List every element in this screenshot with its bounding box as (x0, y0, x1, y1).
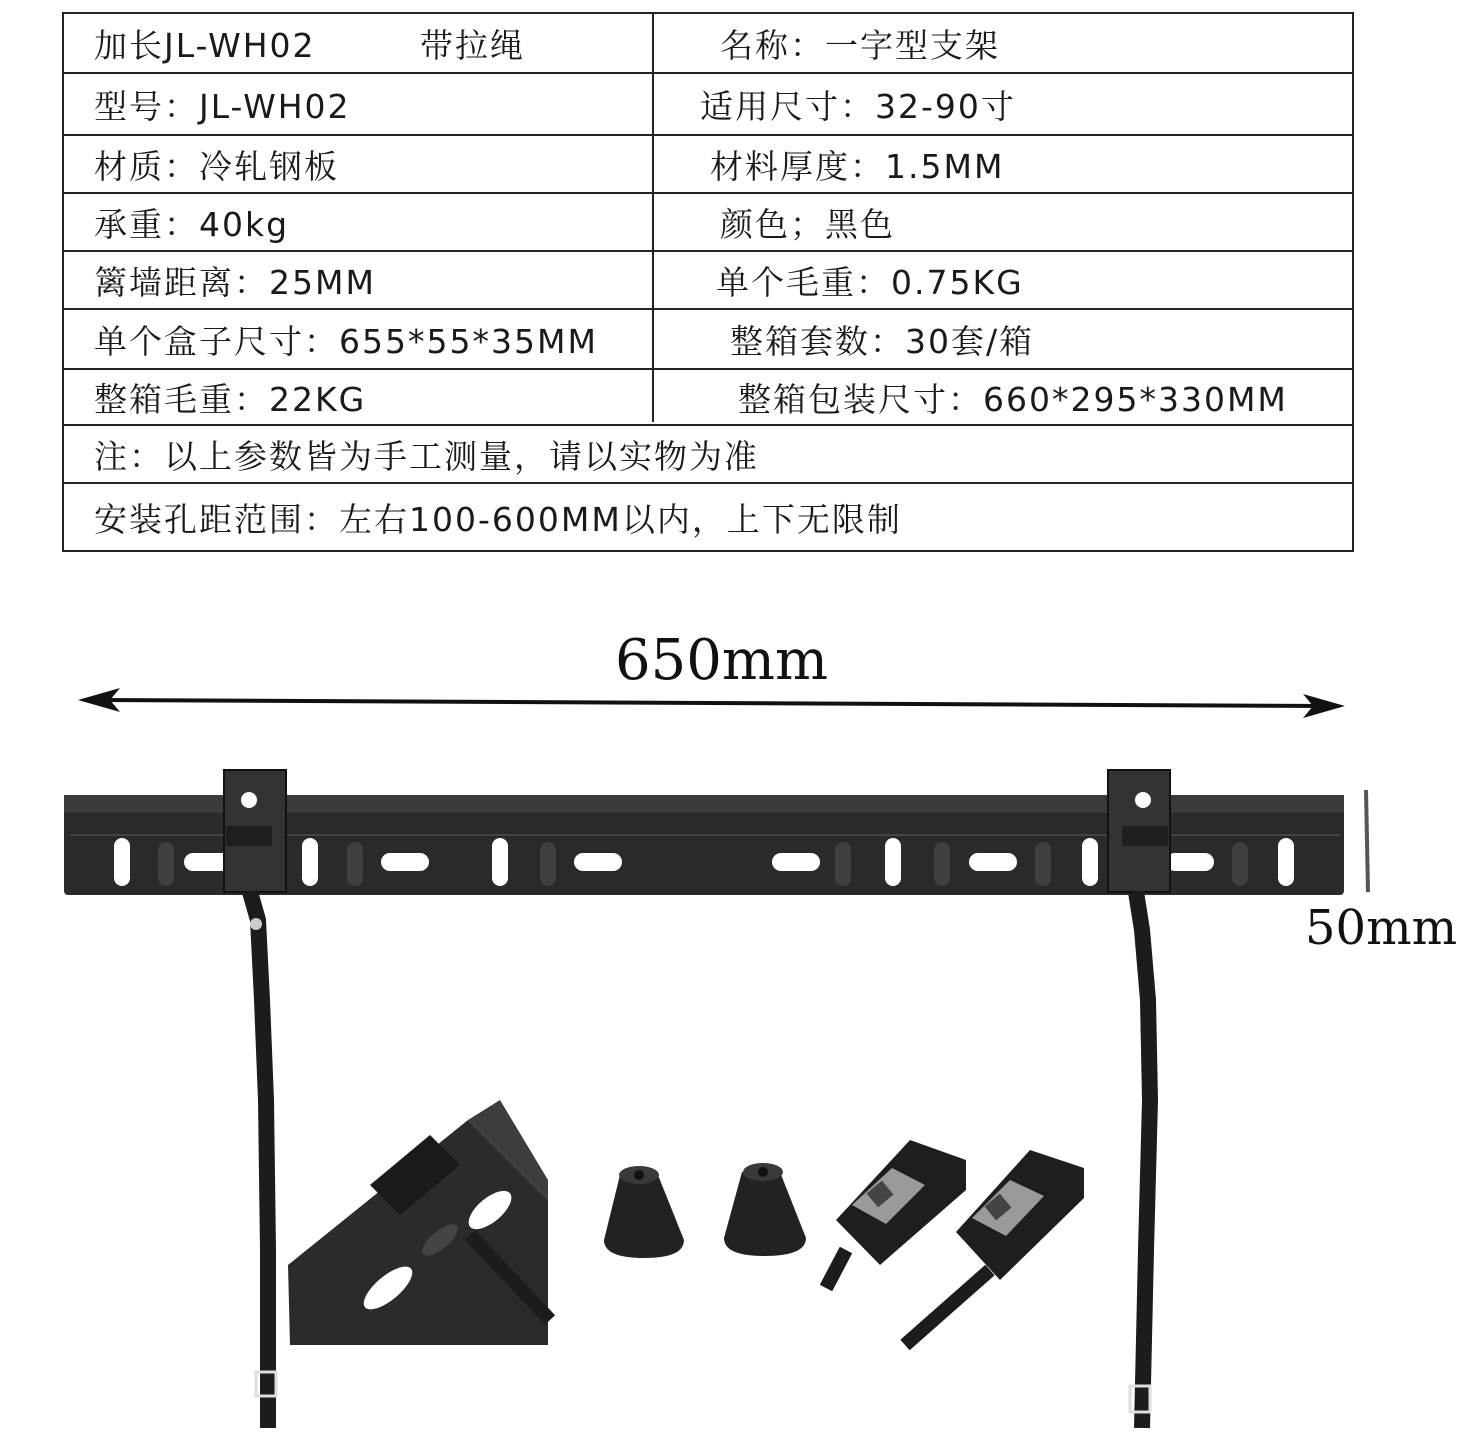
horizontal-slot (381, 853, 429, 871)
sets-per-carton: 整箱套数：30套/箱 (730, 321, 1035, 361)
applicable-size: 适用尺寸：32-90寸 (700, 86, 1016, 126)
load-capacity: 承重：40kg (94, 204, 290, 244)
vertical-slot (1278, 838, 1294, 886)
wall-distance: 篱墙距离：25MM (94, 262, 376, 302)
product-name: 名称：一字型支架 (720, 25, 1000, 65)
horizontal-slot (1166, 853, 1214, 871)
embossed-slot (1232, 842, 1248, 886)
embossed-slot (1035, 842, 1051, 886)
hole-spacing-range: 安装孔距范围：左右100-600MM以内，上下无限制 (94, 499, 902, 539)
measurement-note: 注：以上参数皆为手工测量，请以实物为准 (94, 436, 759, 476)
left-hanging-hook (224, 770, 286, 892)
left-safety-strap (250, 892, 276, 1428)
embossed-slot (835, 842, 851, 886)
material-thickness: 材料厚度：1.5MM (710, 146, 1005, 186)
horizontal-slot (969, 853, 1017, 871)
horizontal-slot (574, 853, 622, 871)
rubber-spacer-1 (604, 1166, 684, 1258)
material: 材质：冷轧钢板 (94, 146, 339, 186)
with-strap-label: 带拉绳 (420, 25, 525, 65)
vertical-slot (114, 838, 130, 886)
width-dimension-label: 650mm (615, 628, 829, 693)
right-hanging-hook (1108, 770, 1170, 892)
product-length-model: 加长JL-WH02 (94, 25, 316, 65)
bracket-detail-photo (288, 1100, 550, 1345)
embossed-slot (934, 842, 950, 886)
rubber-spacer-2 (724, 1163, 806, 1256)
unit-gross-weight: 单个毛重：0.75KG (716, 262, 1024, 302)
carton-gross-weight: 整箱毛重：22KG (94, 379, 367, 419)
embossed-slot (540, 842, 556, 886)
height-marker (1366, 790, 1368, 892)
vertical-slot (302, 838, 318, 886)
model-number: 型号：JL-WH02 (94, 86, 351, 126)
carton-size: 整箱包装尺寸：660*295*330MM (738, 379, 1288, 419)
vertical-slot (1082, 838, 1098, 886)
vertical-slot (492, 838, 508, 886)
embossed-slot (158, 842, 174, 886)
right-safety-strap (1130, 892, 1150, 1428)
vertical-slot (885, 838, 901, 886)
embossed-slot (347, 842, 363, 886)
width-arrow (78, 688, 1345, 718)
color: 颜色；黑色 (720, 204, 895, 244)
height-dimension-label: 50mm (1305, 900, 1457, 956)
horizontal-slot (772, 853, 820, 871)
strap-buckle-1 (826, 1140, 966, 1288)
box-size: 单个盒子尺寸：655*55*35MM (94, 321, 598, 361)
